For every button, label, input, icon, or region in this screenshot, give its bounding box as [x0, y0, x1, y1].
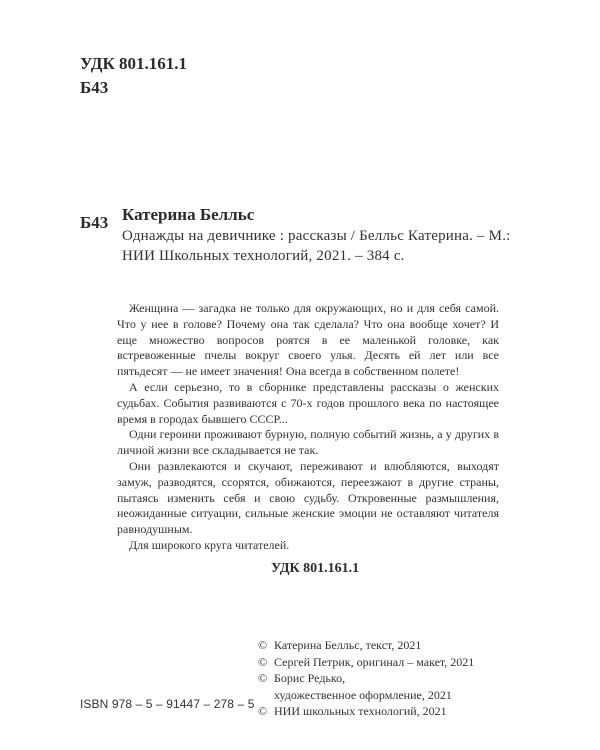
udk-bottom: УДК 801.161.1 — [271, 561, 360, 576]
top-classification — [80, 52, 187, 100]
annotation-paragraph: Одни героини проживают бурную, полную событий жизнь, а у других в личной жизни все складывается не так. — [117, 427, 499, 458]
isbn: ISBN 978 – 5 – 91447 – 278 – 5 — [80, 697, 255, 711]
copyright-text: Борис Редько, художественное оформление, 2021 — [274, 671, 452, 702]
copyright-block — [258, 637, 558, 720]
bbk-code: Б43 — [80, 78, 109, 97]
annotation-paragraph: Женщина — загадка не только для окружающих, но и для себя самой. Что у нее в голове? Почему она так сделала? Что она вообще хочет? И еще множество вопросов роятся в ее маленькой головке, как встревоженные пчелы вокруг своего улья. Десять ей лет или все пятьдесят — не имеет значения! Она всегда в собственном полете! — [117, 301, 499, 379]
author-name: Катерина Белльс — [122, 205, 255, 224]
copyright-icon: © — [258, 654, 268, 669]
copyright-icon: © — [258, 671, 268, 685]
bibliographic-record — [122, 204, 542, 266]
author-mark: Б43 — [80, 213, 109, 232]
copyright-text: НИИ школьных технологий, 2021 — [274, 704, 447, 718]
copyright-line — [258, 654, 558, 671]
udk-code: УДК 801.161.1 — [80, 54, 188, 73]
copyright-line — [258, 670, 558, 703]
copyright-line — [258, 703, 558, 720]
annotation-paragraph: А если серьезно, то в сборнике представлены рассказы о женских судьбах. События развиваются с 70-х годов прошлого века по настоящее время в городах бывшего СССР... — [117, 379, 499, 426]
copyright-text: Катерина Белльс, текст, 2021 — [274, 638, 422, 652]
copyright-text: Сергей Петрик, оригинал – макет, 2021 — [274, 654, 475, 669]
copyright-icon: © — [258, 704, 268, 718]
annotation-paragraph: Для широкого круга читателей. — [129, 537, 290, 552]
copyright-line — [258, 637, 558, 654]
annotation — [117, 301, 499, 554]
annotation-paragraph: Они развлекаются и скучают, переживают и влюбляются, выходят замуж, разводятся, ссорятся, обижаются, переезжают в другие страны, пытаясь изменить себя и свою судьбу. Откровенные размышления, неожиданные ситуации, сильные женские эмоции не оставляют читателя равнодушным. — [117, 458, 499, 537]
bibliographic-line: Однажды на девичнике : рассказы / Белльс Катерина. – М.: — [122, 228, 511, 244]
copyright-icon: © — [258, 638, 268, 652]
bibliographic-line: НИИ Школьных технологий, 2021. – 384 с. — [122, 248, 405, 264]
